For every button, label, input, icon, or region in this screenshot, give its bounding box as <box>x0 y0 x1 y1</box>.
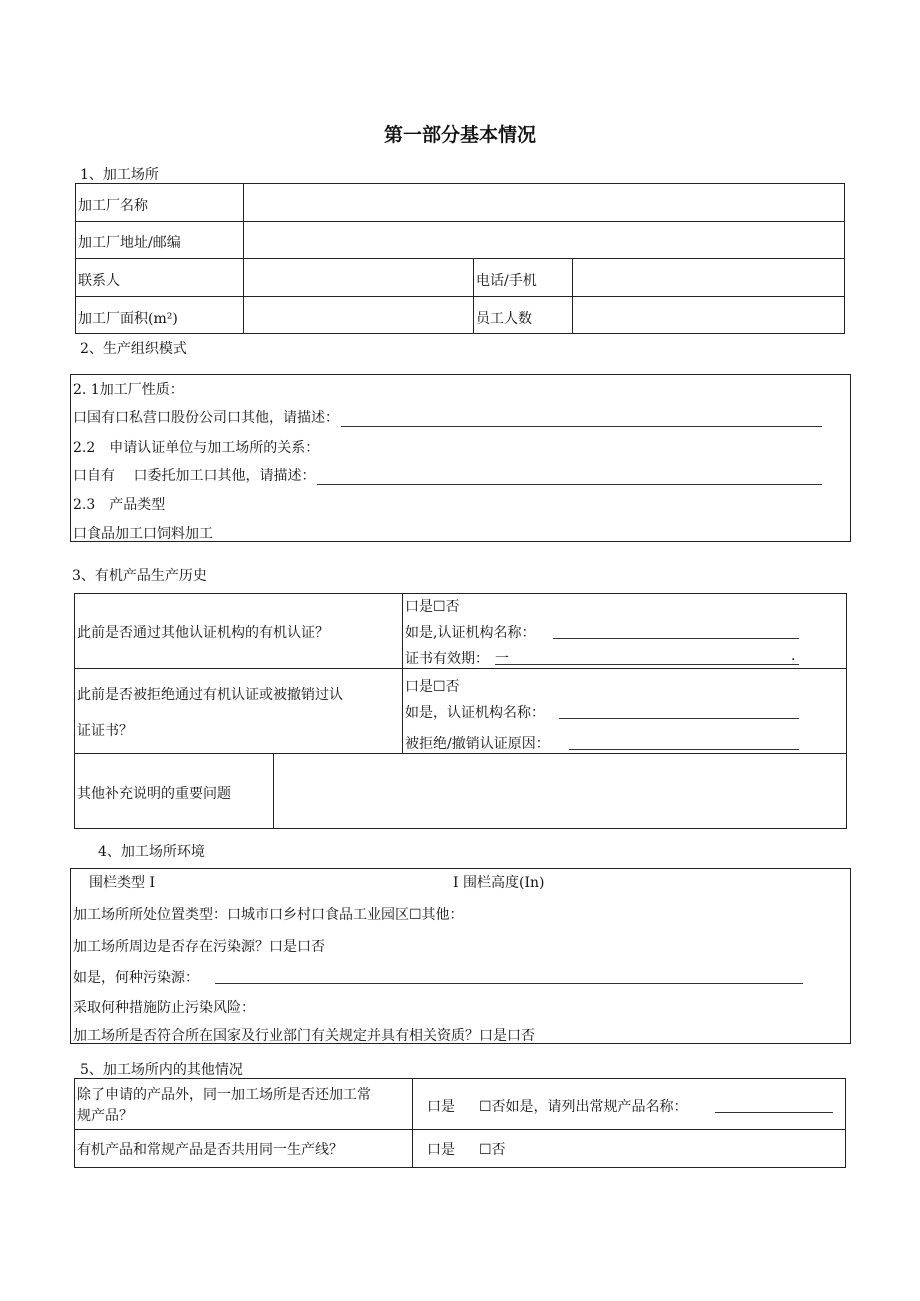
cert-validity-label: 证书有效期： <box>405 651 489 667</box>
conventional-question-line2: 规产品？ <box>77 1108 133 1124</box>
nature-describe-line[interactable] <box>341 414 822 427</box>
contact-label: 联系人 <box>78 273 120 289</box>
rejected-question-line1: 此前是否被拒绝通过有机认证或被撤销过认 <box>77 687 343 703</box>
fence-height-label: I 围栏高度(In) <box>453 875 545 891</box>
factory-name-label: 加工厂名称 <box>78 198 148 214</box>
factory-name-field[interactable] <box>244 184 844 221</box>
rejected-org-line[interactable] <box>559 718 799 719</box>
relation-options-row <box>73 465 822 485</box>
page-title: 第一部分基本情况 <box>383 124 536 146</box>
relation-question: 2.2 申请认证单位与加工场所的关系： <box>73 440 320 456</box>
fence-type-label: 围栏类型 I <box>89 875 155 891</box>
prior-cert-org-label: 如是,认证机构名称： <box>405 625 536 641</box>
product-type-question: 2.3 产品类型 <box>73 497 166 513</box>
nature-question: 2. 1加工厂性质： <box>73 382 184 398</box>
rejected-yesno[interactable]: 口是☐否 <box>405 679 460 695</box>
rejected-reason-label: 被拒绝/撤销认证原因： <box>405 736 550 752</box>
nature-options[interactable]: 口国有口私营口股份公司口其他，请描述： <box>73 410 339 426</box>
cert-validity-line[interactable] <box>495 664 799 665</box>
contact-field[interactable] <box>244 259 472 296</box>
location-type-options[interactable]: 加工场所所处位置类型：口城市口乡村口食品工业园区☐其他： <box>73 907 464 923</box>
section-5-heading: 5、加工场所内的其他情况 <box>80 1062 243 1078</box>
pollution-question[interactable]: 加工场所周边是否存在污染源？口是口否 <box>73 939 325 955</box>
cert-validity-dash: 一 <box>495 651 509 667</box>
compliance-question[interactable]: 加工场所是否符合所在国家及行业部门有关规定并具有相关资质？口是口否 <box>73 1028 535 1044</box>
prior-cert-org-line[interactable] <box>553 638 799 639</box>
section-3-table <box>74 593 847 829</box>
section-4-heading: 4、加工场所环境 <box>98 844 205 860</box>
rejected-reason-line[interactable] <box>569 749 799 750</box>
area-label: 加工厂面积(m²) <box>78 311 178 327</box>
product-type-options[interactable]: 口食品加工口饲料加工 <box>73 526 213 542</box>
section-2-box <box>70 374 851 542</box>
section-3-heading: 3、有机产品生产历史 <box>72 568 207 584</box>
pollution-kind-line[interactable] <box>215 983 803 984</box>
phone-label: 电话/手机 <box>476 273 537 289</box>
section-1-table <box>75 183 845 334</box>
conventional-no-list[interactable]: ☐否如是，请列出常规产品名称： <box>479 1099 688 1115</box>
relation-options[interactable]: 口自有 口委托加工口其他，请描述： <box>73 468 316 484</box>
shared-line-yes[interactable]: 口是 <box>427 1142 455 1158</box>
staff-count-field[interactable] <box>573 297 844 333</box>
cert-validity-dot: . <box>791 648 796 664</box>
pollution-measures-label: 采取何种措施防止污染风险： <box>73 1000 255 1016</box>
conventional-question-line1: 除了申请的产品外，同一加工场所是否还加工常 <box>77 1087 371 1103</box>
factory-address-field[interactable] <box>244 222 844 258</box>
section-5-table <box>74 1078 846 1168</box>
other-notes-label: 其他补充说明的重要问题 <box>77 786 231 802</box>
prior-certification-yesno[interactable]: 口是☐否 <box>405 599 460 615</box>
conventional-products-line[interactable] <box>715 1112 833 1113</box>
section-2-heading: 2、生产组织模式 <box>80 341 187 357</box>
rejected-question-line2: 证证书？ <box>77 723 133 739</box>
staff-count-label: 员工人数 <box>476 311 532 327</box>
shared-line-no[interactable]: ☐否 <box>479 1142 506 1158</box>
nature-options-row <box>73 407 822 427</box>
section-4-box <box>70 868 851 1044</box>
prior-certification-question: 此前是否通过其他认证机构的有机认证？ <box>77 625 329 641</box>
phone-field[interactable] <box>573 259 844 296</box>
rejected-org-label: 如是，认证机构名称： <box>405 705 545 721</box>
relation-describe-line[interactable] <box>317 472 822 485</box>
section-1-heading: 1、加工场所 <box>80 167 159 183</box>
shared-line-question: 有机产品和常规产品是否共用同一生产线？ <box>77 1142 343 1158</box>
area-field[interactable] <box>244 297 472 333</box>
conventional-yes[interactable]: 口是 <box>427 1099 455 1115</box>
other-notes-field[interactable] <box>275 754 845 828</box>
factory-address-label: 加工厂地址/邮编 <box>78 235 181 251</box>
pollution-kind-label: 如是，何种污染源： <box>73 970 199 986</box>
